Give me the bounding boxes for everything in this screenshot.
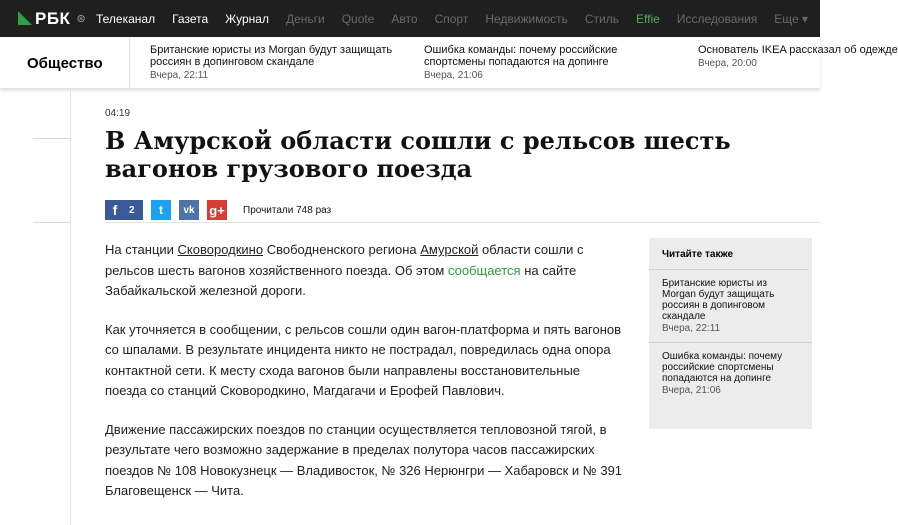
- read-also-title: Ошибка команды: почему российские спортсмены попадаются на допинге: [662, 351, 783, 384]
- nav-item-sport[interactable]: Спорт: [434, 11, 469, 26]
- nav-item-newspaper[interactable]: Газета: [172, 11, 209, 26]
- news-ticker-bar: [0, 37, 898, 89]
- section-label[interactable]: Общество: [0, 37, 130, 89]
- vk-share-button[interactable]: [179, 200, 199, 220]
- logo-text: РБК: [35, 8, 71, 28]
- ticker-news-title: Ошибка команды: почему российские спортсмены попадаются на допинге: [424, 44, 618, 68]
- googleplus-share-button[interactable]: [207, 200, 227, 220]
- ticker-news-time: Вчера, 21:06: [424, 70, 483, 81]
- ticker-news-title: Британские юристы из Morgan будут защищать россиян в допинговом скандале: [150, 44, 393, 68]
- read-also-title: Британские юристы из Morgan будут защищать россиян в допинговом скандале: [662, 278, 775, 322]
- read-also-time: Вчера, 21:06: [662, 385, 721, 396]
- nav-item-money[interactable]: Деньги: [285, 11, 325, 26]
- facebook-icon: f: [112, 202, 118, 218]
- ticker-news-time: Вчера, 20:00: [698, 58, 757, 69]
- facebook-share-button[interactable]: [105, 200, 143, 220]
- left-column-divider: [70, 90, 71, 525]
- nav-more-button[interactable]: Еще ▾: [774, 12, 808, 26]
- read-also-heading: Читайте также: [649, 238, 808, 270]
- facebook-share-count: 2: [129, 204, 135, 216]
- nav-item-effie[interactable]: Effie: [636, 11, 660, 26]
- ticker-news-item[interactable]: [424, 44, 674, 81]
- text-fragment: Свободненского региона: [263, 242, 421, 257]
- twitter-share-button[interactable]: [151, 200, 171, 220]
- read-also-item[interactable]: [649, 342, 812, 404]
- nav-item-magazine[interactable]: Журнал: [225, 11, 269, 26]
- text-fragment: на сайте Забайкальской железной дороги.: [105, 262, 577, 298]
- nav-item-auto[interactable]: Авто: [391, 11, 418, 26]
- rbc-logo[interactable]: [0, 0, 96, 37]
- read-also-item[interactable]: [649, 270, 812, 342]
- ticker-news-time: Вчера, 22:11: [150, 70, 209, 81]
- nav-item-style[interactable]: Стиль: [584, 11, 620, 26]
- ticker-news-item[interactable]: [698, 44, 898, 69]
- left-divider: [33, 222, 71, 223]
- text-fragment: области сошли с рельсов шесть вагонов хозяйственного поезда. Об этом: [105, 242, 584, 278]
- nav-item-quote[interactable]: Quote: [341, 11, 375, 26]
- link-amur[interactable]: Амурской: [420, 242, 479, 257]
- read-count: Прочитали 748 раз: [243, 204, 332, 216]
- settings-icon[interactable]: ⊛: [76, 13, 86, 25]
- left-divider: [33, 138, 71, 139]
- article-paragraph: [105, 240, 625, 302]
- read-also-box: [649, 238, 812, 429]
- article-time: 04:19: [105, 108, 131, 119]
- article-title: В Амурской области сошли с рельсов шесть вагонов грузового поезда: [105, 126, 731, 183]
- top-navigation: [0, 0, 820, 37]
- nav-item-research[interactable]: Исследования: [676, 11, 758, 26]
- article-paragraph: Движение пассажирских поездов по станции осуществляется тепловозной тягой, в результате чего возможно задержание в пределах полутора часов пассажирских поездов № 108 Новокузнецк — Владивосток, № 326 Нерюнгри — Хабаровск и № 391 Благовещенск — Чита.: [105, 421, 623, 498]
- logo-mark-icon: [18, 11, 32, 25]
- nav-item-realty[interactable]: Недвижимость: [485, 11, 568, 26]
- ticker-news-title: Основатель IKEA рассказал об одежде: [698, 44, 898, 56]
- twitter-icon: t: [159, 203, 163, 217]
- article-paragraph: Как уточняется в сообщении, с рельсов сошли один вагон-платформа и пять вагонов со шпалами. В результате инцидента никто не пострадал, повредилась одна опора контактной сети. К месту схода вагонов были направлены восстановительные поезда со станций Сковородкино, Магдагачи и Ерофей Павлович.: [105, 321, 622, 398]
- share-bar: [105, 200, 331, 220]
- nav-menu: [96, 0, 774, 37]
- read-also-time: Вчера, 22:11: [662, 323, 721, 334]
- nav-item-tv[interactable]: Телеканал: [96, 11, 156, 26]
- text-fragment: На станции: [105, 242, 178, 257]
- link-skovorodkino[interactable]: Сковородкино: [177, 242, 264, 257]
- link-source[interactable]: сообщается: [447, 262, 521, 278]
- share-divider: [105, 222, 820, 223]
- vk-icon: vk: [183, 204, 195, 216]
- article-body: [105, 240, 625, 520]
- ticker-news-item[interactable]: [150, 44, 400, 81]
- googleplus-icon: g+: [209, 202, 225, 218]
